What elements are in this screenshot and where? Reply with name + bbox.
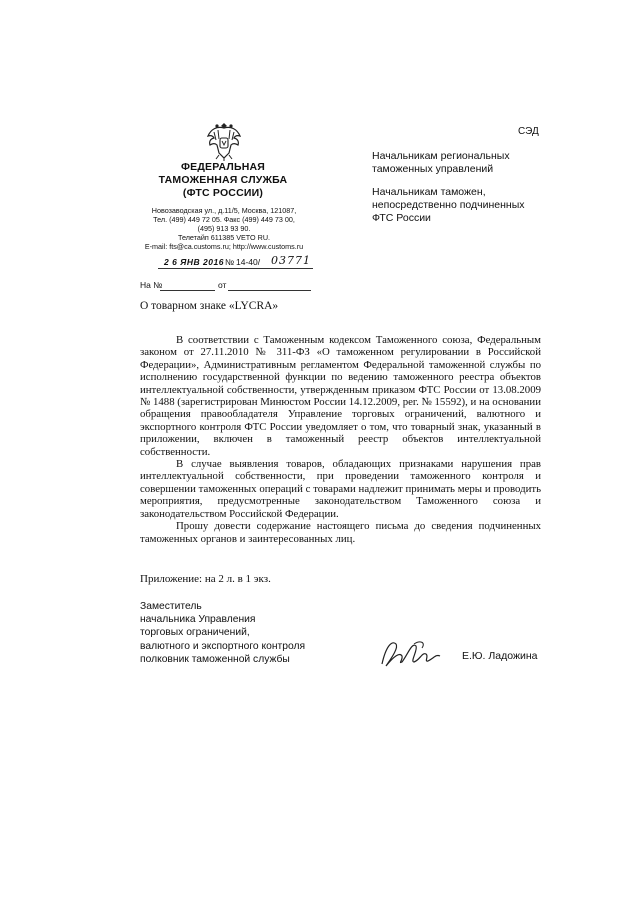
org-name-line1: ФЕДЕРАЛЬНАЯ — [180, 161, 266, 173]
reply-no-label: На № — [140, 280, 163, 290]
registration-no-label: № — [225, 257, 235, 267]
body-paragraph-2: В случае выявления товаров, обладающих признаками нарушения прав интеллектуальной собственности, при проведении таможенного контроля и совершении таможенных операций с товарами надлежит принимать меры и проводить мероприятия, предусмотренные законодательством Таможенного союза и законодательством Российской Федерации. — [140, 458, 541, 520]
org-short-name: (ФТС РОССИИ) — [182, 187, 264, 199]
signer-title-line2: начальника Управления — [140, 614, 256, 626]
addressee-customs-line3: ФТС России — [372, 212, 431, 224]
handwritten-signature — [376, 634, 446, 670]
addressee-regional-line2: таможенных управлений — [372, 163, 494, 175]
org-teletype: Телетайп 611385 VETO RU. — [177, 233, 271, 242]
org-email-web: E-mail: fts@ca.customs.ru; http://www.customs.ru — [144, 242, 304, 251]
org-name-line2: ТАМОЖЕННАЯ СЛУЖБА — [158, 174, 288, 186]
addressee-customs-line1: Начальникам таможен, — [372, 186, 486, 198]
registration-number: 14-40/ — [236, 257, 261, 267]
registration-date: 2 6 ЯНВ 2016 — [164, 257, 224, 267]
org-address: Новозаводская ул., д.11/5, Москва, 121087, — [151, 206, 297, 215]
signer-title-line4: валютного и экспортного контроля — [140, 640, 306, 652]
sed-mark: СЭД — [518, 126, 539, 137]
registration-line — [140, 254, 315, 271]
letter-body — [140, 334, 541, 545]
signer-title-line1: Заместитель — [140, 601, 202, 612]
body-paragraph-1: В соответствии с Таможенным кодексом Таможенного союза, Федеральным законом от 27.11.2010 № 311-ФЗ «О таможенном регулировании в Российской Федерации», Административным регламентом Федеральной таможенной службы по исполнению государственной функции по ведению таможенного реестра объектов интеллектуальной собственности, утвержденным приказом ФТС России от 13.08.2009 № 1488 (зарегистрирован Минюстом России 14.12.2009, рег. № 15592), и на основании обращения правообладателя Управление торговых ограничений, валютного и экспортного контроля ФТС России уведомляет о том, что товарный знак, указанный в приложении, включен в таможенный реестр объектов интеллектуальной собственности. — [140, 334, 541, 458]
reply-from-label: от — [218, 280, 227, 290]
attachment-note: Приложение: на 2 л. в 1 экз. — [140, 573, 271, 585]
addressee-regional-line1: Начальникам региональных — [372, 150, 510, 162]
signer-title-line5: полковник таможенной службы — [140, 653, 290, 665]
registration-number-handwritten: 03771 — [271, 254, 311, 267]
addressee-customs-line2: непосредственно подчиненных — [372, 199, 525, 211]
letter-subject: О товарном знаке «LYCRA» — [140, 300, 279, 312]
reply-reference-line — [140, 280, 315, 294]
coat-of-arms-emblem — [205, 120, 243, 162]
signer-block — [140, 600, 305, 666]
org-phone-2: (495) 913 93 90. — [197, 224, 251, 233]
signer-title-line3: торговых ограничений, — [140, 627, 250, 639]
signer-name: Е.Ю. Ладожина — [462, 650, 538, 662]
body-paragraph-3: Прошу довести содержание настоящего письма до сведения подчиненных таможенных органов и заинтересованных лиц. — [140, 520, 541, 545]
org-phone-fax: Тел. (499) 449 72 05. Факс (499) 449 73 00, — [153, 215, 295, 224]
